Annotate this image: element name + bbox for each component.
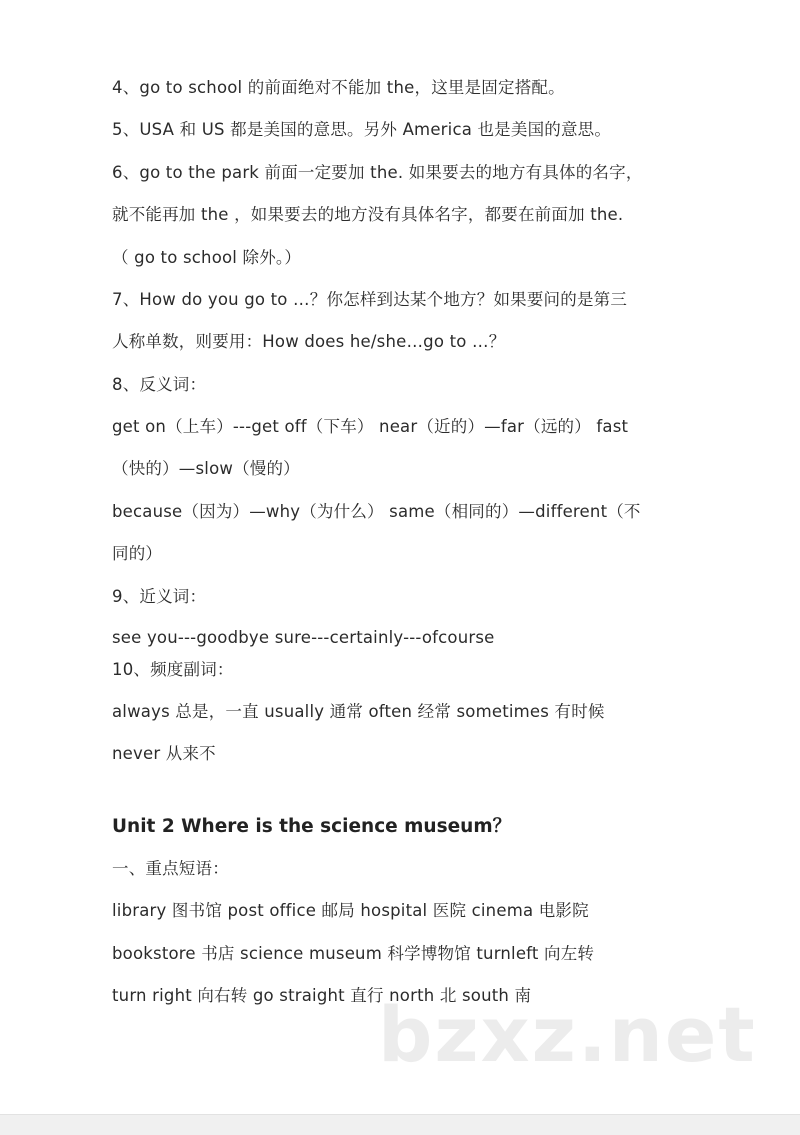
antonym-line-1: get on（上车）---get off（下车） near（近的）—far（远的） fast xyxy=(112,417,629,436)
note-line-10: 10、频度副词： xyxy=(112,660,234,679)
note-line-5: 5、USA 和 US 都是美国的意思。另外 America 也是美国的意思。 xyxy=(112,120,612,139)
note-line-6: 6、go to the park 前面一定要加 the. 如果要去的地方有具体的名字， xyxy=(112,163,643,182)
phrase-line-1: library 图书馆 post office 邮局 hospital 医院 cinema 电影院 xyxy=(112,901,589,920)
phrase-line-3: turn right 向右转 go straight 直行 north 北 south 南 xyxy=(112,986,532,1005)
synonym-line: see you---goodbye sure---certainly---ofcourse xyxy=(112,628,495,647)
note-line-9: 9、近义词： xyxy=(112,587,207,606)
note-line-7: 7、How do you go to …？你怎样到达某个地方？如果要问的是第三 xyxy=(112,290,628,309)
antonym-line-3: because（因为）—why（为什么） same（相同的）—different（不 xyxy=(112,502,641,521)
watermark: bzxz.net xyxy=(378,990,757,1079)
note-line-7-cont: 人称单数，则要用：How does he/she…go to …？ xyxy=(112,332,506,351)
antonym-line-2: （快的）—slow（慢的） xyxy=(112,459,300,478)
note-line-6-cont: 就不能再加 the ，如果要去的地方没有具体名字，都要在前面加 the. xyxy=(112,205,624,224)
unit-heading: Unit 2 Where is the science museum？ xyxy=(112,816,512,837)
phrase-line-2: bookstore 书店 science museum 科学博物馆 turnleft 向左转 xyxy=(112,944,595,963)
antonym-line-4: 同的） xyxy=(112,544,163,563)
note-line-6-cont2: （ go to school 除外。） xyxy=(112,248,302,267)
section-title: 一、重点短语： xyxy=(112,859,229,878)
frequency-adverbs-line-2: never 从来不 xyxy=(112,744,216,763)
note-line-4: 4、go to school 的前面绝对不能加 the，这里是固定搭配。 xyxy=(112,78,565,97)
bottom-scroll-bar[interactable] xyxy=(0,1114,800,1135)
frequency-adverbs-line-1: always 总是，一直 usually 通常 often 经常 sometimes 有时候 xyxy=(112,702,605,721)
note-line-8: 8、反义词： xyxy=(112,375,207,394)
